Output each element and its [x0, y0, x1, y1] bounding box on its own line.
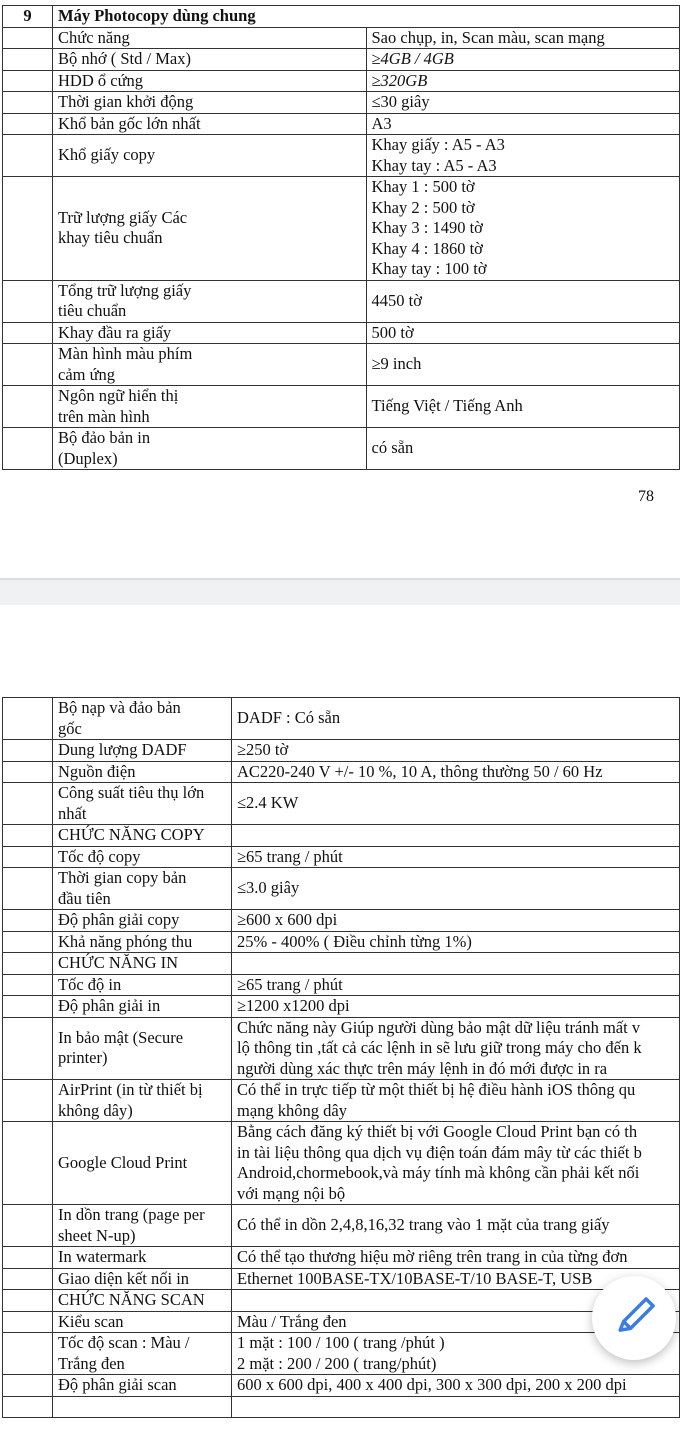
index-cell — [3, 92, 53, 114]
spec-value-cell — [232, 1375, 680, 1397]
spec-row — [3, 1333, 680, 1375]
spec-value: ≥1200 x1200 dpi — [237, 996, 350, 1015]
spec-value: với mạng nội bộ — [237, 1183, 346, 1203]
spec-value: ≤2.4 KW — [237, 793, 299, 813]
spec-value: Chức năng này Giúp người dùng bảo mật dữ liệu tránh mất v — [237, 1017, 641, 1037]
spec-value: 500 tờ — [371, 322, 414, 342]
index-cell — [3, 70, 53, 92]
spec-label: CHỨC NĂNG SCAN — [58, 1290, 205, 1309]
spec-row — [3, 910, 680, 932]
index-cell — [3, 27, 53, 49]
index-cell — [3, 910, 53, 932]
spec-label: Khổ giấy copy — [58, 145, 156, 165]
spec-value-cell — [232, 825, 680, 847]
spec-row — [3, 49, 680, 71]
spec-table-page-2 — [2, 697, 680, 1418]
spec-row — [3, 428, 680, 470]
spec-value-cell — [232, 931, 680, 953]
index-cell — [3, 1311, 53, 1333]
spec-value: ≥320GB — [371, 70, 428, 90]
spec-label: Google Cloud Print — [58, 1152, 188, 1172]
index-cell — [3, 177, 53, 281]
spec-value: in tài liệu thông qua dịch vụ điện toán đám mây từ các thiết b — [237, 1142, 642, 1162]
spec-value-cell — [232, 698, 680, 740]
spec-value: Sao chụp, in, Scan màu, scan mạng — [371, 27, 605, 47]
spec-label-cell — [53, 1268, 232, 1290]
spec-row — [3, 1080, 680, 1122]
spec-label: Khay đầu ra giấy — [58, 322, 172, 342]
item-number: 9 — [3, 6, 53, 28]
spec-label: Tốc độ in — [58, 974, 122, 994]
spec-value-cell — [366, 27, 680, 49]
spec-label: Thời gian khởi động — [58, 92, 194, 111]
spec-value-cell — [366, 344, 680, 386]
spec-value: Khay 3 : 1490 tờ — [371, 218, 483, 237]
index-cell — [3, 783, 53, 825]
spec-label: Khổ bản gốc lớn nhất — [58, 113, 201, 133]
spec-label: gốc — [58, 718, 82, 738]
spec-row — [3, 280, 680, 322]
spec-row — [3, 177, 680, 281]
spec-value: 600 x 600 dpi, 400 x 400 dpi, 300 x 300 dpi, 200 x 200 dpi — [237, 1375, 627, 1394]
spec-row — [3, 1290, 680, 1312]
spec-value: Khay 2 : 500 tờ — [371, 197, 475, 217]
page-number: 78 — [638, 488, 654, 505]
spec-row — [3, 783, 680, 825]
spec-label-cell — [53, 27, 367, 49]
index-cell — [3, 974, 53, 996]
index-cell — [3, 280, 53, 322]
spec-value-cell — [232, 1247, 680, 1269]
spec-label-cell — [53, 1333, 232, 1375]
spec-value: 25% - 400% ( Điều chỉnh từng 1%) — [237, 931, 472, 951]
index-cell — [3, 344, 53, 386]
spec-row — [3, 931, 680, 953]
spec-value: Khay 4 : 1860 tờ — [371, 238, 483, 258]
spec-value-cell — [232, 996, 680, 1018]
spec-value: DADF : Có sẵn — [237, 708, 341, 728]
spec-value-cell — [232, 953, 680, 975]
spec-label: cảm ứng — [58, 364, 116, 384]
spec-value-cell — [366, 70, 680, 92]
spec-value: Android,chormebook,và máy tính mà không cần phải kết nối — [237, 1163, 640, 1182]
spec-label: Kiểu scan — [58, 1311, 124, 1331]
spec-value: ≥4GB / 4GB — [371, 49, 454, 68]
spec-label: In dồn trang (page per — [58, 1205, 205, 1224]
spec-value-cell — [366, 49, 680, 71]
spec-label: HDD ổ cứng — [58, 70, 144, 90]
spec-label-cell — [53, 910, 232, 932]
spec-value: Ethernet 100BASE-TX/10BASE-T/10 BASE-T, USB — [237, 1268, 593, 1288]
spec-label: Thời gian copy bản — [58, 868, 187, 887]
spec-label: CHỨC NĂNG COPY — [58, 825, 205, 844]
edit-button[interactable] — [592, 1276, 676, 1360]
spec-row — [3, 1247, 680, 1269]
spec-label: Dung lượng DADF — [58, 740, 187, 759]
spec-row — [3, 740, 680, 762]
spec-label-cell — [53, 135, 367, 177]
document-page-78 — [0, 0, 680, 578]
spec-row — [3, 846, 680, 868]
spec-label: trên màn hình — [58, 406, 150, 426]
spec-value-cell — [232, 868, 680, 910]
spec-label: khay tiêu chuẩn — [58, 228, 163, 248]
spec-label: Chức năng — [58, 27, 130, 47]
spec-value-cell — [232, 1122, 680, 1205]
index-cell — [3, 931, 53, 953]
spec-row — [3, 1311, 680, 1333]
spec-label: Trắng đen — [58, 1353, 125, 1373]
spec-label: Ngôn ngữ hiển thị — [58, 386, 179, 405]
spec-label: CHỨC NĂNG IN — [58, 953, 179, 972]
spec-value: Tiếng Việt / Tiếng Anh — [371, 396, 523, 416]
spec-row — [3, 1375, 680, 1397]
spec-label: Độ phân giải in — [58, 996, 161, 1015]
spec-value: Khay tay : 100 tờ — [371, 259, 487, 278]
spec-value: Màu / Trắng đen — [237, 1311, 347, 1331]
index-cell — [3, 825, 53, 847]
index-cell — [3, 1290, 53, 1312]
spec-value: Có thể tạo thương hiệu mờ riêng trên trang in của từng đơn — [237, 1247, 628, 1266]
index-cell — [3, 428, 53, 470]
spec-row — [3, 761, 680, 783]
spec-row — [3, 1396, 680, 1418]
spec-row — [3, 135, 680, 177]
spec-value: ≥9 inch — [371, 354, 422, 374]
spec-value-cell — [232, 1396, 680, 1418]
spec-value-cell — [366, 177, 680, 281]
spec-label-cell — [53, 1205, 232, 1247]
spec-value-cell — [232, 1017, 680, 1080]
spec-label-cell — [53, 1017, 232, 1080]
spec-label-cell — [53, 322, 367, 344]
spec-row — [3, 322, 680, 344]
item-title: Máy Photocopy dùng chung — [53, 6, 680, 28]
spec-label: printer) — [58, 1048, 108, 1068]
spec-value: ≥600 x 600 dpi — [237, 910, 338, 929]
spec-value-cell — [366, 92, 680, 114]
index-cell — [3, 846, 53, 868]
spec-label-cell — [53, 868, 232, 910]
index-cell — [3, 953, 53, 975]
spec-label-cell — [53, 1080, 232, 1122]
spec-value: có sẵn — [371, 438, 414, 458]
spec-label: nhất — [58, 803, 87, 823]
spec-row — [3, 1205, 680, 1247]
spec-label-cell — [53, 953, 232, 975]
spec-label-cell — [53, 1311, 232, 1333]
spec-value-cell — [366, 280, 680, 322]
spec-value: AC220-240 V +/- 10 %, 10 A, thông thường 50 / 60 Hz — [237, 761, 603, 781]
item-header-row — [3, 6, 680, 28]
spec-value: Có thể in dồn 2,4,8,16,32 trang vào 1 mặt của trang giấy — [237, 1215, 610, 1235]
spec-label-cell — [53, 177, 367, 281]
index-cell — [3, 1396, 53, 1418]
spec-label-cell — [53, 280, 367, 322]
index-cell — [3, 1333, 53, 1375]
spec-value-cell — [366, 428, 680, 470]
spec-label-cell — [53, 113, 367, 135]
index-cell — [3, 1122, 53, 1205]
spec-label: tiêu chuẩn — [58, 301, 127, 320]
spec-value: ≤30 giây — [371, 92, 430, 111]
spec-value-cell — [232, 740, 680, 762]
spec-value: ≥65 trang / phút — [237, 846, 343, 866]
spec-value-cell — [366, 322, 680, 344]
spec-label-cell — [53, 344, 367, 386]
pencil-icon — [608, 1292, 660, 1344]
spec-label-cell — [53, 1122, 232, 1205]
spec-value: lộ thông tin ,tất cả các lệnh in sẽ lưu giữ trong máy cho đến k — [237, 1038, 642, 1057]
spec-row — [3, 70, 680, 92]
spec-value: ≥65 trang / phút — [237, 974, 343, 994]
index-cell — [3, 1205, 53, 1247]
spec-value-cell — [232, 761, 680, 783]
index-cell — [3, 386, 53, 428]
spec-label-cell — [53, 740, 232, 762]
spec-label-cell — [53, 1396, 232, 1418]
spec-row — [3, 1017, 680, 1080]
spec-label: Tốc độ scan : Màu / — [58, 1333, 190, 1352]
spec-value: 2 mặt : 200 / 200 ( trang/phút) — [237, 1353, 437, 1373]
spec-label: Tốc độ copy — [58, 846, 141, 866]
spec-label: In bảo mật (Secure — [58, 1027, 184, 1047]
spec-label: Bộ đảo bản in — [58, 428, 151, 447]
index-cell — [3, 135, 53, 177]
spec-value: A3 — [371, 113, 392, 133]
spec-label: AirPrint (in từ thiết bị — [58, 1080, 203, 1099]
spec-label-cell — [53, 698, 232, 740]
spec-row — [3, 1268, 680, 1290]
spec-row — [3, 996, 680, 1018]
spec-row — [3, 698, 680, 740]
spec-row — [3, 825, 680, 847]
spec-value: Khay giấy : A5 - A3 — [371, 135, 505, 154]
spec-label: Bộ nhớ ( Std / Max) — [58, 49, 191, 68]
spec-value: ≥250 tờ — [237, 740, 289, 759]
spec-value: mạng không dây — [237, 1100, 347, 1120]
index-cell — [3, 1247, 53, 1269]
spec-value: 4450 tờ — [371, 290, 422, 310]
index-cell — [3, 996, 53, 1018]
spec-row — [3, 953, 680, 975]
spec-value-cell — [232, 910, 680, 932]
spec-table-page-1 — [2, 5, 680, 470]
index-cell — [3, 698, 53, 740]
spec-value-cell — [366, 135, 680, 177]
index-cell — [3, 740, 53, 762]
spec-row — [3, 113, 680, 135]
index-cell — [3, 1268, 53, 1290]
spec-label: (Duplex) — [58, 448, 118, 468]
page-separator — [0, 578, 680, 605]
spec-label-cell — [53, 92, 367, 114]
spec-label: Giao diện kết nối in — [58, 1268, 190, 1288]
index-cell — [3, 1375, 53, 1397]
spec-label: Màn hình màu phím — [58, 344, 193, 363]
spec-value: Có thể in trực tiếp từ một thiết bị hệ điều hành iOS thông qu — [237, 1080, 636, 1099]
spec-value-cell — [232, 1205, 680, 1247]
spec-label: đầu tiên — [58, 888, 111, 908]
spec-label-cell — [53, 428, 367, 470]
index-cell — [3, 113, 53, 135]
spec-row — [3, 27, 680, 49]
spec-label: Trữ lượng giấy Các — [58, 207, 188, 227]
spec-value-cell — [232, 1080, 680, 1122]
spec-label-cell — [53, 931, 232, 953]
spec-value-cell — [232, 846, 680, 868]
index-cell — [3, 1017, 53, 1080]
spec-label: Độ phân giải copy — [58, 910, 180, 929]
spec-label-cell — [53, 996, 232, 1018]
spec-label: Bộ nạp và đảo bản — [58, 698, 181, 717]
spec-label: Công suất tiêu thụ lớn — [58, 783, 205, 802]
spec-label-cell — [53, 974, 232, 996]
spec-value: Bằng cách đăng ký thiết bị với Google Cloud Print bạn có th — [237, 1122, 638, 1141]
spec-value-cell — [232, 974, 680, 996]
document-page-79 — [0, 605, 680, 1432]
spec-label: Khả năng phóng thu — [58, 931, 193, 951]
spec-label-cell — [53, 825, 232, 847]
spec-value: 1 mặt : 100 / 100 ( trang /phút ) — [237, 1333, 445, 1352]
spec-label-cell — [53, 1290, 232, 1312]
spec-label-cell — [53, 846, 232, 868]
spec-label-cell — [53, 1247, 232, 1269]
spec-label-cell — [53, 70, 367, 92]
spec-label-cell — [53, 783, 232, 825]
spec-row — [3, 344, 680, 386]
spec-row — [3, 868, 680, 910]
spec-value-cell — [366, 386, 680, 428]
index-cell — [3, 761, 53, 783]
spec-value: người dùng xác thực trên máy lệnh in đó mới được in ra — [237, 1058, 608, 1078]
spec-value: Khay 1 : 500 tờ — [371, 177, 475, 196]
index-cell — [3, 49, 53, 71]
spec-label: sheet N-up) — [58, 1225, 136, 1245]
spec-row — [3, 386, 680, 428]
index-cell — [3, 868, 53, 910]
spec-value-cell — [232, 783, 680, 825]
spec-value: Khay tay : A5 - A3 — [371, 155, 497, 175]
spec-label: Độ phân giải scan — [58, 1375, 177, 1394]
spec-row — [3, 1122, 680, 1205]
spec-label-cell — [53, 761, 232, 783]
spec-label: Tổng trữ lượng giấy — [58, 280, 192, 300]
spec-label: In watermark — [58, 1247, 147, 1266]
spec-label-cell — [53, 386, 367, 428]
spec-label: Nguồn điện — [58, 761, 136, 781]
spec-row — [3, 974, 680, 996]
spec-label: không dây) — [58, 1100, 133, 1120]
spec-label-cell — [53, 1375, 232, 1397]
index-cell — [3, 322, 53, 344]
index-cell — [3, 1080, 53, 1122]
spec-value: ≤3.0 giây — [237, 878, 300, 898]
spec-row — [3, 92, 680, 114]
spec-value-cell — [366, 113, 680, 135]
spec-label-cell — [53, 49, 367, 71]
